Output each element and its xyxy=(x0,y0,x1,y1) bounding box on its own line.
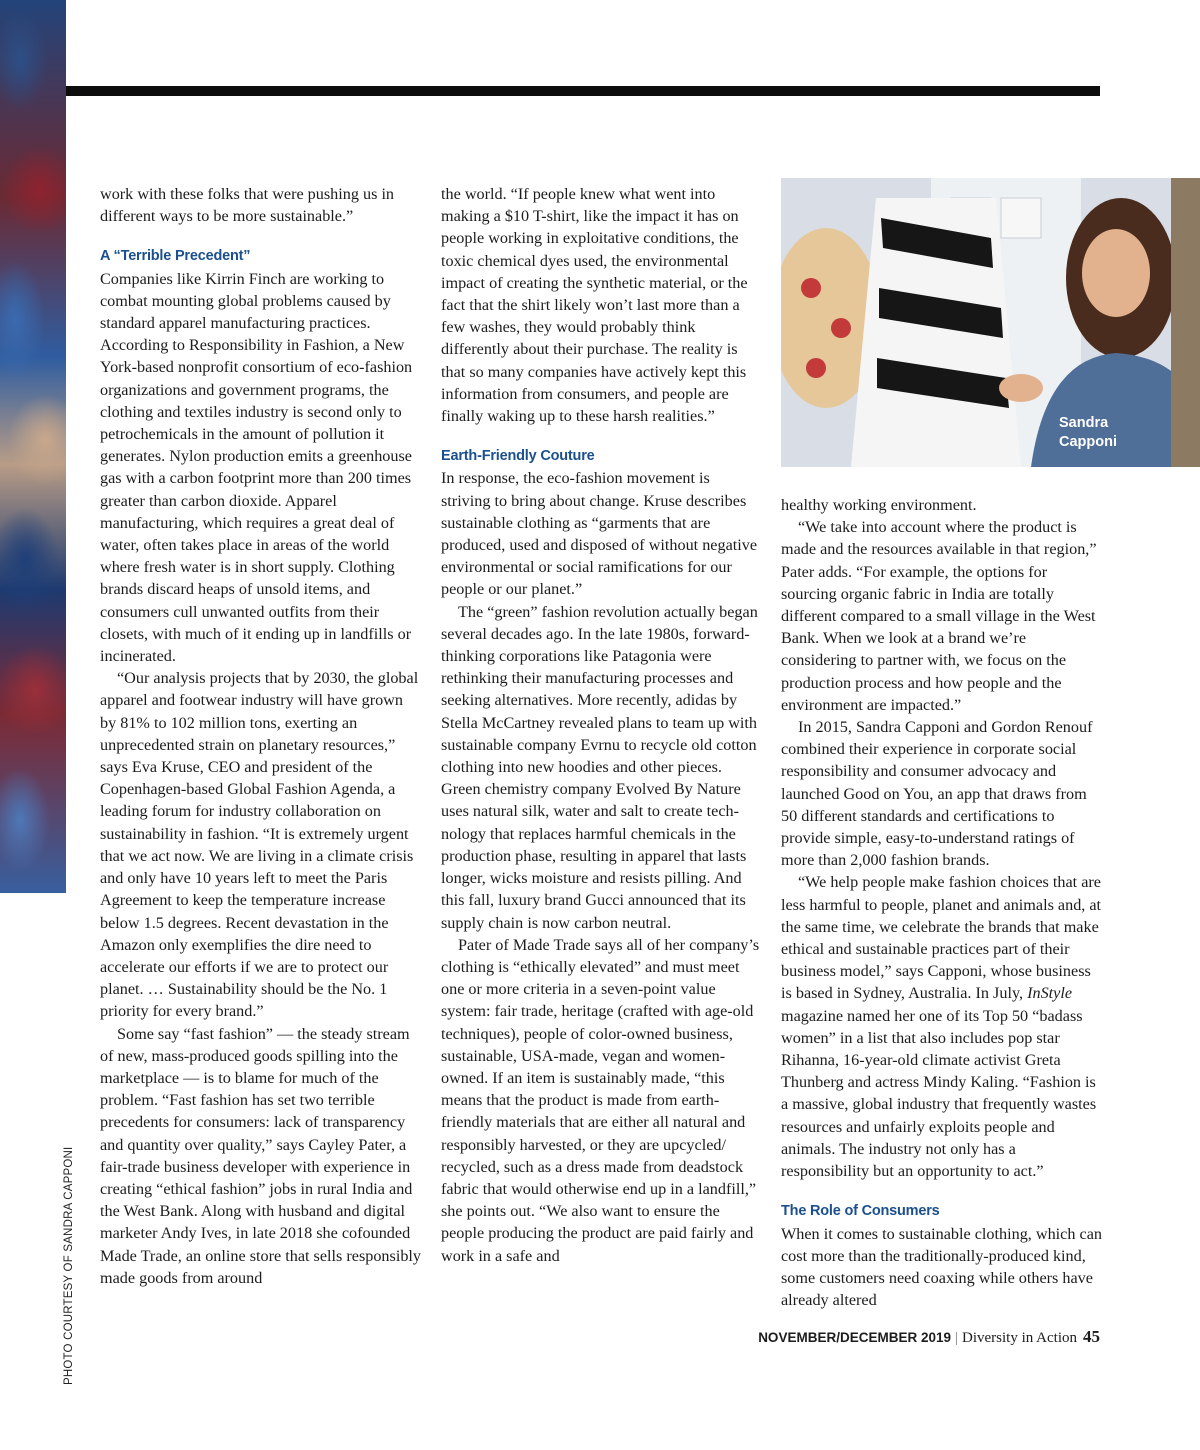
subheading-earth-friendly-couture: Earth-Friendly Couture xyxy=(441,448,595,465)
subheading-terrible-precedent: A “Terrible Precedent” xyxy=(100,248,251,265)
magazine-title: Diversity in Action xyxy=(962,1330,1077,1346)
paragraph: When it comes to sustainable clothing, which can cost more than the traditionally-produced kind, some customers need coaxing while others have already altered xyxy=(781,1224,1102,1310)
photo-caption: Sandra Capponi xyxy=(1059,415,1117,450)
clothing-pile-photo xyxy=(0,0,66,893)
text-run: magazine named her one of its Top 50 “badass women” in a list that also includes pop star Rihanna, 16-year-old climate activist Greta Thunberg and actress Mindy Kaling. “Fashion is a massive, global industry that frequently wastes resources and unfairly exploits people and animals. The industry not only has a responsibility but an opportunity to act.” xyxy=(781,1006,1097,1181)
photo-credit: PHOTO COURTESY OF SANDRA CAPPONI xyxy=(63,1146,75,1385)
page-number: 45 xyxy=(1083,1327,1100,1346)
paragraph xyxy=(781,871,1103,1182)
paragraph: Some say “fast fashion” — the steady stream of new, mass-produced goods spilling into the marketplace — is to blame for much of the problem. “Fast fashion has set two terrible precedents for consumers: lack of transparency and quantity over quality,” says Cayley Pater, a fair-trade business developer with experience in creating “ethical fashion” jobs in rural India and the West Bank. Along with husband and digital marketer Andy Ives, in late 2018 she cofounded Made Trade, an online store that sells responsibly made goods from around xyxy=(100,1024,422,1287)
column-3 xyxy=(781,494,1103,1311)
column-2 xyxy=(441,183,763,1267)
magazine-name: InStyle xyxy=(1027,984,1073,1003)
portrait-photo xyxy=(781,178,1200,467)
column-1 xyxy=(100,183,422,1289)
paragraph: The “green” fashion revolution actually began several decades ago. In the late 1980s, forward-thinking corporations like Patagonia were rethinking their manufacturing processes and seeking alternatives. More recently, adidas by Stella McCartney revealed plans to team up with sustainable company Evrnu to recycle old cotton clothing into new hoodies and other pieces. Green chemistry company Evolved By Nature uses natural silk, water and salt to create technology that replaces harmful chemicals in the production phase, resulting in apparel that lasts longer, wicks moisture and resists pilling. And this fall, luxury brand Gucci announced that its supply chain is now carbon neutral. xyxy=(441,602,758,932)
paragraph: In response, the eco-fashion movement is striving to bring about change. Kruse describes sustainable clothing as “garments that are produced, used and disposed of without negative environmental or social ramifications for our people or our planet.” xyxy=(441,469,758,599)
paragraph: the world. “If people knew what went into making a $10 T-shirt, like the impact it has on people working in exploitative conditions, the toxic chemical dyes used, the environmental impact of creating the synthetic material, or the fact that the shirt likely won’t last more than a few washes, they would probably think differently about their purchase. The reality is that so many companies have actively kept this information from consumers, and people are finally waking up to these harsh realities.” xyxy=(441,185,748,426)
paragraph: Companies like Kirrin Finch are working to combat mounting global problems caused by standard apparel manufacturing practices. According to Responsibility in Fashion, a New York-based nonprofit consortium of eco-fashion organizations and government programs, the clothing and textiles industry is second only to petrochemicals in the amount of pollution it generates. Nylon production emits a greenhouse gas with a carbon footprint more than 200 times greater than carbon dioxide. Apparel manufacturing, which requires a great deal of water, often takes place in areas of the world where fresh water is in short supply. Clothing brands discard heaps of unsold items, and consumers cull unwanted outfits from their closets, with much of it ending up in landfills or incinerated. xyxy=(100,269,413,666)
paragraph: work with these folks that were pushing us in different ways to be more sustainable.” xyxy=(100,185,395,226)
paragraph: In 2015, Sandra Capponi and Gordon Renouf combined their experience in corporate social responsibility and consumer advocacy and launched Good on You, an app that draws from 50 different standards and certifications to provide simple, easy-to-understand ratings of more than 2,000 fashion brands. xyxy=(781,718,1093,870)
paragraph: “We take into account where the product is made and the resources available in that region,” Pater adds. “For example, the options for sourcing organic fabric in India are totally different compared to a small village in the West Bank. When we look at a brand we’re considering to partner with, we focus on the production process and how people and the environment are impacted.” xyxy=(781,518,1097,714)
paragraph: Pater of Made Trade says all of her company’s clothing is “ethically elevated” and must meet one or more criteria in a seven-point value system: fair trade, heritage (crafted with age-old techniques), people of color-owned business, sustainable, USA-made, vegan and women-owned. If an item is sustainably made, “this means that the product is made from earth-friendly materials that are either all natural and responsibly harvested, or they are upcycled/ recycled, such as a dress made from deadstock fabric that would otherwise end up in a landfill,” she points out. “We also want to ensure the people producing the product are paid fairly and work in a safe and xyxy=(441,935,760,1265)
paragraph: healthy working environment. xyxy=(781,496,977,514)
issue-date: NOVEMBER/DECEMBER 2019 xyxy=(758,1330,951,1345)
page-footer xyxy=(758,1327,1100,1347)
paragraph: “Our analysis projects that by 2030, the global apparel and footwear industry will have grown by 81% to 102 million tons, exerting an unprecedented strain on planetary resources,” says Eva Kruse, CEO and president of the Copenhagen-based Global Fashion Agenda, a leading forum for industry collaboration on sustainability in fashion. “It is extremely urgent that we act now. We are living in a climate crisis and only have 10 years left to meet the Paris Agreement to keep the temperature increase below 1.5 degrees. Recent devastation in the Amazon only exemplifies the dire need to accelerate our efforts if we are to protect our planet. … Sustainability should be the No. 1 priority for every brand.” xyxy=(100,669,419,1021)
footer-separator: | xyxy=(954,1330,958,1346)
text-run: “We help people make fashion choices that are less harmful to people, planet and animals and, at the same time, we celebrate the brands that make ethical and sustainable practices part of their business model,” says Capponi, whose business is based in Sydney, Australia. In July, xyxy=(781,873,1102,1003)
portrait-illustration xyxy=(781,178,1200,467)
top-rule xyxy=(66,86,1100,96)
subheading-role-of-consumers: The Role of Consumers xyxy=(781,1203,940,1220)
